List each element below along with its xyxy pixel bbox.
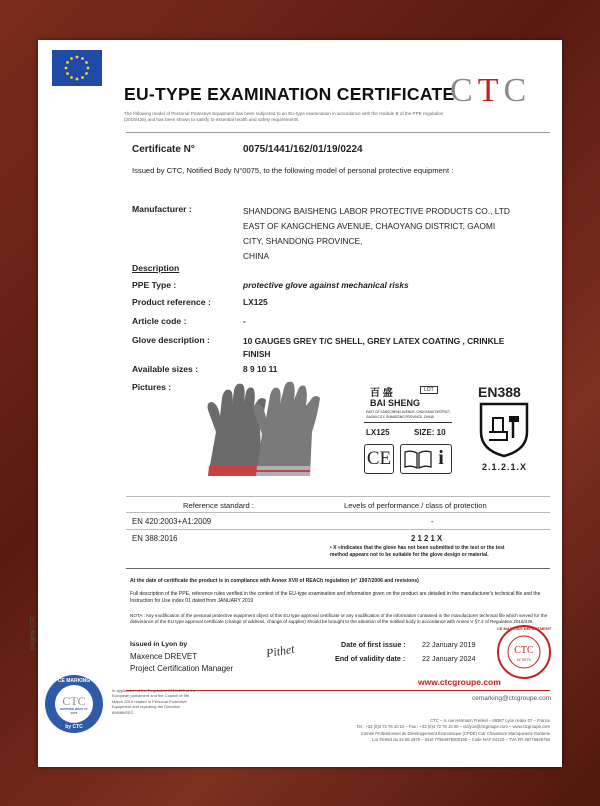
stamp-sub: N°0075: [517, 657, 531, 662]
glove-description-line-2: FINISH: [243, 349, 271, 359]
brand-chinese: 百 盛: [370, 388, 393, 399]
manufacturer-country: CHINA: [243, 251, 270, 261]
regulation-text: In application of the Regulation 2016/425 of the European parliament and the Council of 9th March 2016 related to Personal Protective Equipment and repealing the Directive 89/686/EEC.: [112, 688, 196, 715]
table-row-line: [126, 529, 550, 530]
ctc-logo-c1: C: [450, 72, 478, 109]
address-line-1: CTC – 4, rue Hermann Frenkel – 69367 Lyon cedex 07 – France: [430, 718, 550, 723]
table-row-1-level: -: [431, 517, 434, 526]
badge-bottom-text: by CTC: [65, 724, 83, 730]
en388-title: EN388: [478, 384, 521, 400]
address-line-4: Loi 78-654 du 22.06.1978 – Siret 77564975000190 – Code NAF 9412Z – TVA FR 48775649756: [372, 737, 550, 743]
original-ctc-vertical-text: Original CTC: [30, 615, 37, 651]
ctc-address: [238, 718, 550, 744]
article-code-label: Article code :: [132, 316, 187, 326]
certificate-paper: [30, 40, 562, 767]
manufacturer-name: SHANDONG BAISHENG LABOR PROTECTIVE PRODUCTS CO., LTD: [243, 206, 510, 216]
glove-description-value: [243, 335, 504, 361]
table-col1-header: Reference standard :: [183, 501, 254, 510]
info-i-icon: i: [438, 447, 444, 469]
glove-description-label: Glove description :: [132, 335, 210, 345]
manufacturer-address-1: EAST OF KANGCHENG AVENUE, CHAOYANG DISTRICT, GAOMI: [243, 221, 496, 231]
validity-label: End of validity date :: [335, 654, 406, 663]
ce-department-stamp: [496, 624, 552, 680]
sizes-label: Available sizes :: [132, 364, 199, 374]
first-issue-label: Date of first issue :: [341, 640, 406, 649]
label-address: [366, 410, 454, 419]
product-ref-label: Product reference :: [132, 297, 211, 307]
lot-box: LOT: [420, 386, 438, 394]
product-label: [362, 384, 454, 490]
ppe-type-value: protective glove against mechanical risks: [243, 280, 409, 290]
table-row-2-level: 2 1 2 1 X: [411, 534, 443, 543]
modification-note: NOTA : Any modification of the personal protective equipment object of this EU type approval certificate or any modification of the information contained in the manufacturer technical file which served for the deliverance of the EU type approval certificate (change of address, change of supplier) should be brought to the attention of the notified body in accordance with Annex V §7.2 of Regulation 2016/425.: [130, 613, 548, 625]
validity-date: 22 January 2024: [422, 654, 476, 663]
pictures-label: Pictures :: [132, 382, 172, 392]
issued-in-text: Issued in Lyon by: [130, 641, 188, 648]
address-line-2: Tel : +33 (0)4 72 76 10 10 – Fax : +33 (0)4 72 76 10 00 – ctclyon@ctcgroupe.com – www.ctcgroupe.com: [356, 724, 550, 730]
description-heading: Description: [132, 263, 180, 273]
label-address-line-2: GAOMI CITY, SHANDONG PROVINCE, CHINA: [366, 414, 434, 419]
ce-mark-icon: CE: [364, 444, 394, 474]
table-note: [330, 545, 505, 559]
stamp-center: CTC: [514, 645, 534, 656]
full-description-text: Full description of the PPE, reference rules verified in the context of the EU-type examination and information given on the product are detailed in the manufacturer's technical file and the Instruction for Use index 01 dated from JANUARY 2019: [130, 591, 541, 604]
certificate-title: EU-TYPE EXAMINATION CERTIFICATE: [124, 84, 455, 104]
badge-sub: NOTIFIED BODY N° 0075: [60, 707, 88, 715]
badge-top-text: CE MARKING: [57, 678, 91, 684]
table-note-line-1: • X »indicates that the glove has not been submitted to the test or the test: [330, 545, 505, 551]
brand-english: BAI SHENG: [370, 398, 421, 408]
label-size: SIZE: 10: [414, 428, 446, 437]
address-line-3: Comité Professionnel de Développement Économique (CPDE) Cuir Chaussure Maroquinerie Ganterie: [360, 730, 550, 736]
manufacturer-block: [243, 204, 510, 264]
manufacturer-address-2: CITY, SHANDONG PROVINCE,: [243, 236, 363, 246]
eu-flag-icon: [52, 50, 102, 86]
glove-photo: [198, 380, 338, 480]
certificate-number: 0075/1441/162/01/19/0224: [243, 144, 363, 155]
table-col2-header: Levels of performance / class of protection: [344, 501, 487, 510]
email-link[interactable]: cemarking@ctcgroupe.com: [472, 695, 552, 702]
table-header-line: [126, 512, 550, 513]
table-row-2-standard: EN 388:2016: [132, 534, 178, 543]
issued-by-text: Issued by CTC, Notified Body N°0075, to the following model of personal protective equipment :: [132, 166, 454, 175]
ctc-logo: [450, 72, 531, 110]
intro-text: The following model of Personal Protective Equipment has been subjected to an EU-type examination in accordance with the module B of the PPE regulation (2016/425) and has been shown to satisfy to essential health and safety requirements.: [124, 111, 444, 122]
table-row-1-standard: EN 420:2003+A1:2009: [132, 517, 212, 526]
stamp-ring-text: CE MARKING DEPARTMENT: [496, 626, 552, 631]
badge-brand: CTC: [62, 694, 86, 708]
product-ref-value: LX125: [243, 297, 268, 307]
certificate-number-label: Certificate N°: [132, 144, 195, 155]
header-divider: [126, 132, 550, 133]
glove-description-line-1: 10 GAUGES GREY T/C SHELL, GREY LATEX COATING , CRINKLE: [243, 336, 505, 346]
info-booklet-icon: [400, 444, 452, 474]
handwritten-signature: Pithet: [264, 641, 296, 661]
table-top-line: [126, 496, 550, 497]
website-link[interactable]: www.ctcgroupe.com: [418, 677, 501, 687]
label-divider: [364, 422, 452, 423]
ppe-type-label: PPE Type :: [132, 280, 177, 290]
label-address-line-1: EAST OF KANGCHENG AVENUE, CHAOYANG DISTRICT,: [366, 410, 451, 414]
article-code-value: -: [243, 316, 246, 326]
reach-compliance: At the date of certificate the product is in compliance with Annex XVII of REACh regulation (n° 1907/2006 and revisions): [130, 578, 419, 584]
notified-body-badge: [44, 674, 104, 734]
label-model: LX125: [366, 428, 390, 437]
ctc-logo-c2: C: [503, 72, 532, 109]
signatory-role: Project Certification Manager: [130, 664, 234, 673]
sizes-value: 8 9 10 11: [243, 364, 278, 374]
table-note-line-2: method appears not to be suitable for the glove design or material.: [330, 552, 489, 558]
manufacturer-label: Manufacturer :: [132, 204, 192, 214]
signatory-name: Maxence DREVET: [130, 652, 198, 661]
hammer-shield-icon: [475, 402, 533, 456]
first-issue-date: 22 January 2019: [422, 640, 476, 649]
table-bottom-line: [126, 568, 550, 569]
en388-levels: 2.1.2.1.X: [482, 462, 528, 472]
ctc-logo-t: T: [477, 72, 504, 109]
